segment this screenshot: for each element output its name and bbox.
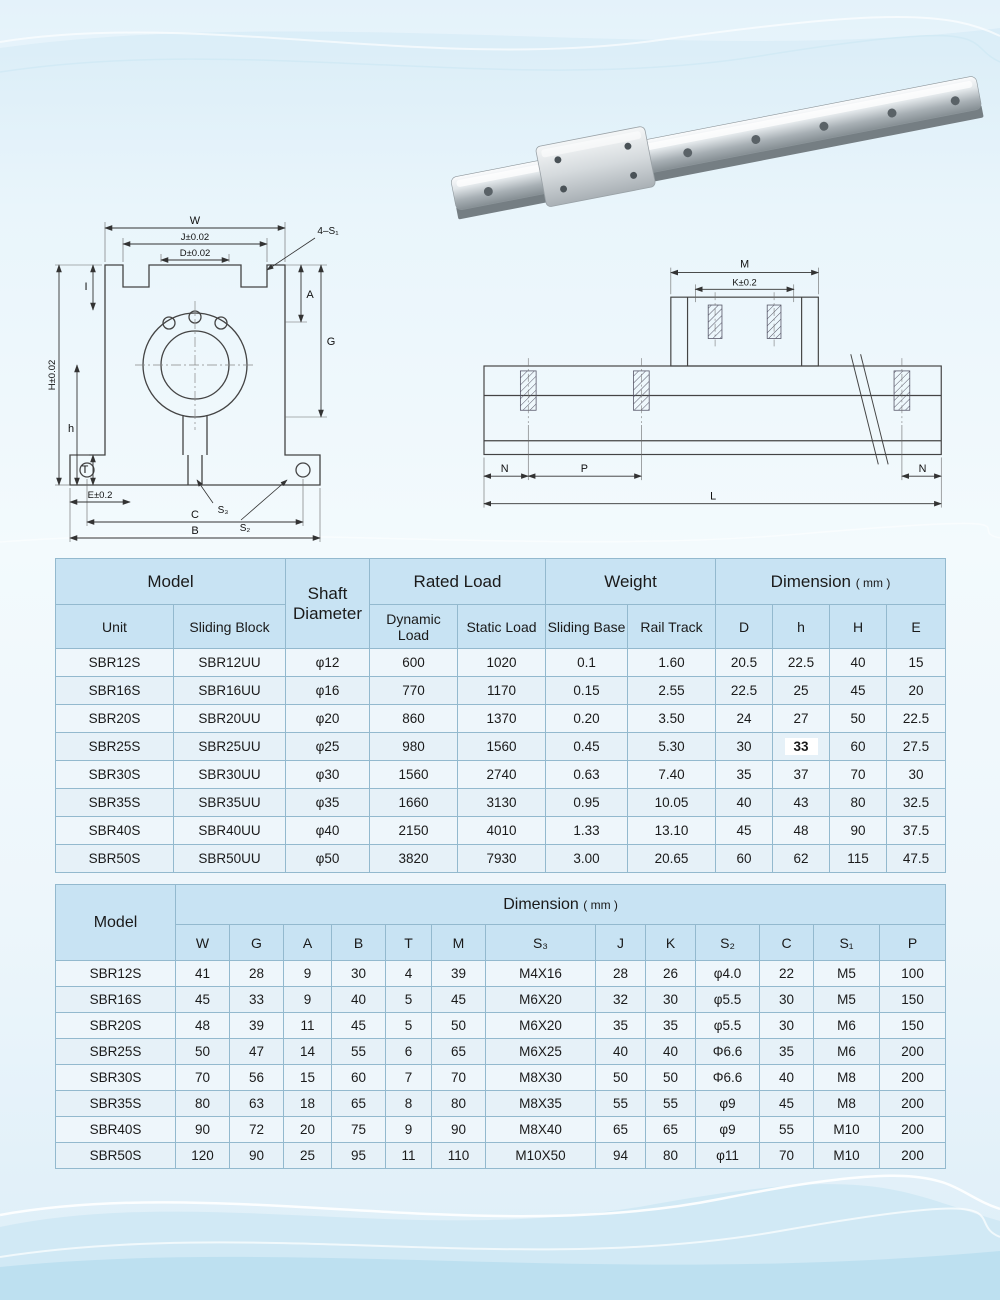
table-cell: M10X50 [486,1143,596,1169]
center-lines [135,301,255,430]
table-cell: 2740 [458,761,546,789]
table-cell: SBR25UU [174,733,286,761]
table-cell: 45 [432,987,486,1013]
table-cell: 860 [370,705,458,733]
dim-label-n-left: N [500,463,509,476]
dim-label-n-right: N [918,463,927,476]
dim-label-a: A [306,289,314,301]
header-col-w: W [176,925,230,961]
table-cell: 60 [332,1065,386,1091]
table-cell: φ9 [696,1117,760,1143]
dim-label-i: I [84,281,88,293]
table-cell: 43 [773,789,830,817]
dim-label-s2: S₂ [239,523,251,534]
table-cell: 41 [176,961,230,987]
table-cell: 22.5 [773,649,830,677]
table-cell: 55 [646,1091,696,1117]
header-unit: Unit [56,605,174,649]
table-cell: 35 [646,1013,696,1039]
dim-label-s1: 4–S₁ [317,226,339,237]
table-cell: 13.10 [628,817,716,845]
table-cell: 80 [830,789,887,817]
table-cell: 1370 [458,705,546,733]
table-cell: 80 [432,1091,486,1117]
table-cell: 5 [386,987,432,1013]
table-cell: SBR35UU [174,789,286,817]
table-cell: M5 [814,961,880,987]
table-cell: 28 [596,961,646,987]
header-d: D [716,605,773,649]
table-cell: 22.5 [716,677,773,705]
table-cell: 200 [880,1039,946,1065]
dim-label-e: E±0.2 [87,490,113,501]
table-cell: 6 [386,1039,432,1065]
table-cell: 40 [716,789,773,817]
table-cell: 1560 [370,761,458,789]
header-dynamic-load: Dynamic Load [370,605,458,649]
table-cell: 22 [760,961,814,987]
table-cell: SBR35S [56,789,174,817]
table-cell: φ30 [286,761,370,789]
dim-label-k: K±0.2 [732,277,757,288]
header-e: E [887,605,946,649]
dim-label-w: W [189,215,201,227]
table-cell: M6 [814,1039,880,1065]
table-cell: SBR12S [56,961,176,987]
table-cell: 65 [646,1117,696,1143]
table-cell: M10 [814,1117,880,1143]
table-cell: 0.63 [546,761,628,789]
table-cell: SBR30S [56,1065,176,1091]
table-cell: M5 [814,987,880,1013]
table-cell: M8X40 [486,1117,596,1143]
table-cell: 20.5 [716,649,773,677]
header-model: Model [56,885,176,961]
table-cell: 40 [596,1039,646,1065]
table-cell: 25 [773,677,830,705]
table-cell: 9 [284,987,332,1013]
table-cell: 65 [332,1091,386,1117]
table-cell: SBR20S [56,1013,176,1039]
table-cell: 200 [880,1117,946,1143]
header-dimension-unit: ( mm ) [583,897,618,912]
table-cell: Φ6.6 [696,1065,760,1091]
dim-label-j: J±0.02 [180,232,210,243]
dim-label-p: P [580,463,588,476]
header-weight: Weight [546,559,716,605]
table-cell: φ5.5 [696,987,760,1013]
table-cell: 7 [386,1065,432,1091]
table-cell: 90 [230,1143,284,1169]
table-cell: 60 [830,733,887,761]
header-col-t: T [386,925,432,961]
table-row [56,1065,946,1091]
table-cell: Φ6.6 [696,1039,760,1065]
table-cell: 1560 [458,733,546,761]
table-cell: 32.5 [887,789,946,817]
table-cell: 70 [432,1065,486,1091]
table-cell: φ40 [286,817,370,845]
table-cell: SBR40S [56,1117,176,1143]
table-cell: 32 [596,987,646,1013]
header-col-a: A [284,925,332,961]
table-cell: 980 [370,733,458,761]
table-cell: 47.5 [887,845,946,873]
table-cell: 35 [596,1013,646,1039]
table-cell-edited [773,733,830,761]
dimension-labels [47,215,339,537]
table-cell: 600 [370,649,458,677]
table-cell: 2150 [370,817,458,845]
table-cell: φ16 [286,677,370,705]
table-row [56,1091,946,1117]
table-cell: 110 [432,1143,486,1169]
table-cell: 90 [432,1117,486,1143]
table-row [56,845,946,873]
header-col-s2: S₂ [696,925,760,961]
extension-lines [484,268,941,508]
table-header-row-1 [56,559,946,605]
header-static-load: Static Load [458,605,546,649]
table-cell: 150 [880,1013,946,1039]
table-cell: 40 [332,987,386,1013]
table-cell: SBR20UU [174,705,286,733]
dim-label-h-total: H±0.02 [47,359,58,391]
table-row [56,817,946,845]
header-col-m: M [432,925,486,961]
table-header-row-2 [56,925,946,961]
table-cell: SBR12UU [174,649,286,677]
table-cell: 65 [596,1117,646,1143]
table-cell: 30 [332,961,386,987]
table-row [56,761,946,789]
table-cell: 115 [830,845,887,873]
dim-label-h-center: h [67,423,75,435]
table-cell: 35 [760,1039,814,1065]
table-cell: 3820 [370,845,458,873]
table-cell: 50 [432,1013,486,1039]
table-cell: 4 [386,961,432,987]
table-cell: 75 [332,1117,386,1143]
table-cell: SBR16S [56,987,176,1013]
table-cell: 70 [760,1143,814,1169]
table-cell: 47 [230,1039,284,1065]
table-cell: 40 [830,649,887,677]
table-cell: 22.5 [887,705,946,733]
header-col-k: K [646,925,696,961]
table-cell: M8 [814,1091,880,1117]
header-col-j: J [596,925,646,961]
table-cell: 90 [176,1117,230,1143]
table-cell: 200 [880,1143,946,1169]
side-view-diagram [465,248,975,543]
table-cell: 770 [370,677,458,705]
table-cell: 70 [830,761,887,789]
table-cell: 62 [773,845,830,873]
table-cell: 35 [716,761,773,789]
table-cell: 3.00 [546,845,628,873]
table-cell: 55 [760,1117,814,1143]
table-cell: φ25 [286,733,370,761]
table-cell: 48 [773,817,830,845]
table-row [56,1143,946,1169]
table-cell: SBR25S [56,1039,176,1065]
table-cell: M8 [814,1065,880,1091]
table-cell: 45 [176,987,230,1013]
table-cell: φ9 [696,1091,760,1117]
table-cell: SBR50UU [174,845,286,873]
table-cell: 20.65 [628,845,716,873]
table-cell: 200 [880,1091,946,1117]
table-row [56,1013,946,1039]
table-cell: 37 [773,761,830,789]
table-cell: 11 [386,1143,432,1169]
table-cell: M6X20 [486,987,596,1013]
dim-label-g: G [326,336,336,348]
table-cell: 30 [887,761,946,789]
table-cell: 5 [386,1013,432,1039]
table-cell: 30 [760,1013,814,1039]
table-cell: φ12 [286,649,370,677]
header-sliding-block: Sliding Block [174,605,286,649]
table-cell: 28 [230,961,284,987]
bolt-center-lines [528,292,902,423]
table-cell: 94 [596,1143,646,1169]
dim-label-t: T [81,464,89,476]
table-cell: φ5.5 [696,1013,760,1039]
table-cell: φ35 [286,789,370,817]
header-shaft-diameter: Shaft Diameter [286,559,370,649]
table-cell: 150 [880,987,946,1013]
table-cell: 15 [887,649,946,677]
table-cell: 25 [284,1143,332,1169]
table-cell: 7930 [458,845,546,873]
table-cell: 39 [432,961,486,987]
table-cell: 11 [284,1013,332,1039]
table-cell: 65 [432,1039,486,1065]
header-h-small: h [773,605,830,649]
table-cell: 1.33 [546,817,628,845]
table-cell: 100 [880,961,946,987]
load-spec-table [55,558,946,873]
table-cell: SBR40UU [174,817,286,845]
table-cell: 56 [230,1065,284,1091]
table-cell: 3.50 [628,705,716,733]
header-rated-load: Rated Load [370,559,546,605]
table-cell: 0.15 [546,677,628,705]
header-dimension [176,885,946,925]
table-cell: M8X30 [486,1065,596,1091]
dim-label-d: D±0.02 [179,248,211,259]
table-cell: 33 [230,987,284,1013]
header-col-c: C [760,925,814,961]
table-header-row-2 [56,605,946,649]
table-row [56,987,946,1013]
table-cell: 37.5 [887,817,946,845]
table-cell: 50 [830,705,887,733]
table-cell: SBR40S [56,817,174,845]
table-cell: 9 [284,961,332,987]
table-cell: φ11 [696,1143,760,1169]
table-cell: 200 [880,1065,946,1091]
header-sliding-base: Sliding Base [546,605,628,649]
table-cell: SBR30UU [174,761,286,789]
table-cell: 70 [176,1065,230,1091]
header-col-g: G [230,925,284,961]
table-row [56,677,946,705]
table-cell: 72 [230,1117,284,1143]
table-cell: 27.5 [887,733,946,761]
edited-value: 33 [785,738,818,755]
table-cell: 10.05 [628,789,716,817]
table-cell: 15 [284,1065,332,1091]
table-row [56,1117,946,1143]
table-cell: 60 [716,845,773,873]
header-rail-track: Rail Track [628,605,716,649]
table-cell: 40 [760,1065,814,1091]
table-cell: 1.60 [628,649,716,677]
table-cell: 63 [230,1091,284,1117]
header-dimension-unit: ( mm ) [855,575,891,590]
header-col-p: P [880,925,946,961]
rail-assembly [448,62,985,224]
header-col-b: B [332,925,386,961]
dimension-table [55,884,946,1169]
table-cell: 48 [176,1013,230,1039]
table-cell: 20 [284,1117,332,1143]
header-h-big: H [830,605,887,649]
table-cell: 2.55 [628,677,716,705]
dimension-labels [501,259,927,503]
table-cell: 120 [176,1143,230,1169]
table-cell: 55 [596,1091,646,1117]
table-cell: 1660 [370,789,458,817]
table-cell: 45 [332,1013,386,1039]
table-cell: 50 [596,1065,646,1091]
table-cell: φ50 [286,845,370,873]
table-cell: 18 [284,1091,332,1117]
table-cell: SBR20S [56,705,174,733]
table-cell: M6X20 [486,1013,596,1039]
table-header-row-1 [56,885,946,925]
table-row [56,961,946,987]
dim-label-c: C [191,509,199,521]
table-cell: 3130 [458,789,546,817]
table-cell: 80 [176,1091,230,1117]
table-cell: φ20 [286,705,370,733]
table-cell: 0.45 [546,733,628,761]
table-cell: 0.1 [546,649,628,677]
table-cell: 30 [716,733,773,761]
dim-label-b: B [191,525,199,537]
table-cell: SBR12S [56,649,174,677]
table-cell: 55 [332,1039,386,1065]
dim-label-s3: S₃ [217,505,229,516]
table-cell: M10 [814,1143,880,1169]
table-cell: 45 [716,817,773,845]
table-row [56,705,946,733]
dim-label-l: L [710,490,717,503]
table-cell: M6X25 [486,1039,596,1065]
table-cell: SBR16UU [174,677,286,705]
table-cell: SBR50S [56,845,174,873]
table-cell: 30 [646,987,696,1013]
table-cell: M6 [814,1013,880,1039]
table-cell: 7.40 [628,761,716,789]
table-cell: 90 [830,817,887,845]
table-cell: 39 [230,1013,284,1039]
header-dimension-text: Dimension [770,571,851,591]
table-row [56,733,946,761]
table-cell: φ4.0 [696,961,760,987]
front-view-diagram [45,170,375,555]
header-col-s1: S₁ [814,925,880,961]
break-lines [851,354,888,464]
table-cell: 50 [646,1065,696,1091]
rail-product-photo [445,30,990,265]
leader-lines [197,238,315,520]
table-cell: 0.95 [546,789,628,817]
header-col-s3: S₃ [486,925,596,961]
table-cell: SBR16S [56,677,174,705]
table-cell: 26 [646,961,696,987]
table-cell: 45 [760,1091,814,1117]
header-dimension-text: Dimension [503,895,579,913]
table-cell: 0.20 [546,705,628,733]
table-cell: 1020 [458,649,546,677]
table-cell: M8X35 [486,1091,596,1117]
table-row [56,789,946,817]
header-dimension [716,559,946,605]
table-cell: 80 [646,1143,696,1169]
table-cell: 8 [386,1091,432,1117]
table-cell: 27 [773,705,830,733]
table-cell: 5.30 [628,733,716,761]
table-cell: SBR25S [56,733,174,761]
table-cell: 30 [760,987,814,1013]
table-cell: 24 [716,705,773,733]
header-model: Model [56,559,286,605]
dim-label-m: M [740,258,750,271]
table-cell: 4010 [458,817,546,845]
table-row [56,1039,946,1065]
table-cell: 50 [176,1039,230,1065]
table-cell: SBR30S [56,761,174,789]
table-cell: SBR50S [56,1143,176,1169]
table-cell: 40 [646,1039,696,1065]
table-cell: SBR35S [56,1091,176,1117]
table-cell: 95 [332,1143,386,1169]
table-cell: 45 [830,677,887,705]
table-cell: 14 [284,1039,332,1065]
table-cell: 9 [386,1117,432,1143]
table-cell: M4X16 [486,961,596,987]
table-row [56,649,946,677]
table-cell: 1170 [458,677,546,705]
table-cell: 20 [887,677,946,705]
